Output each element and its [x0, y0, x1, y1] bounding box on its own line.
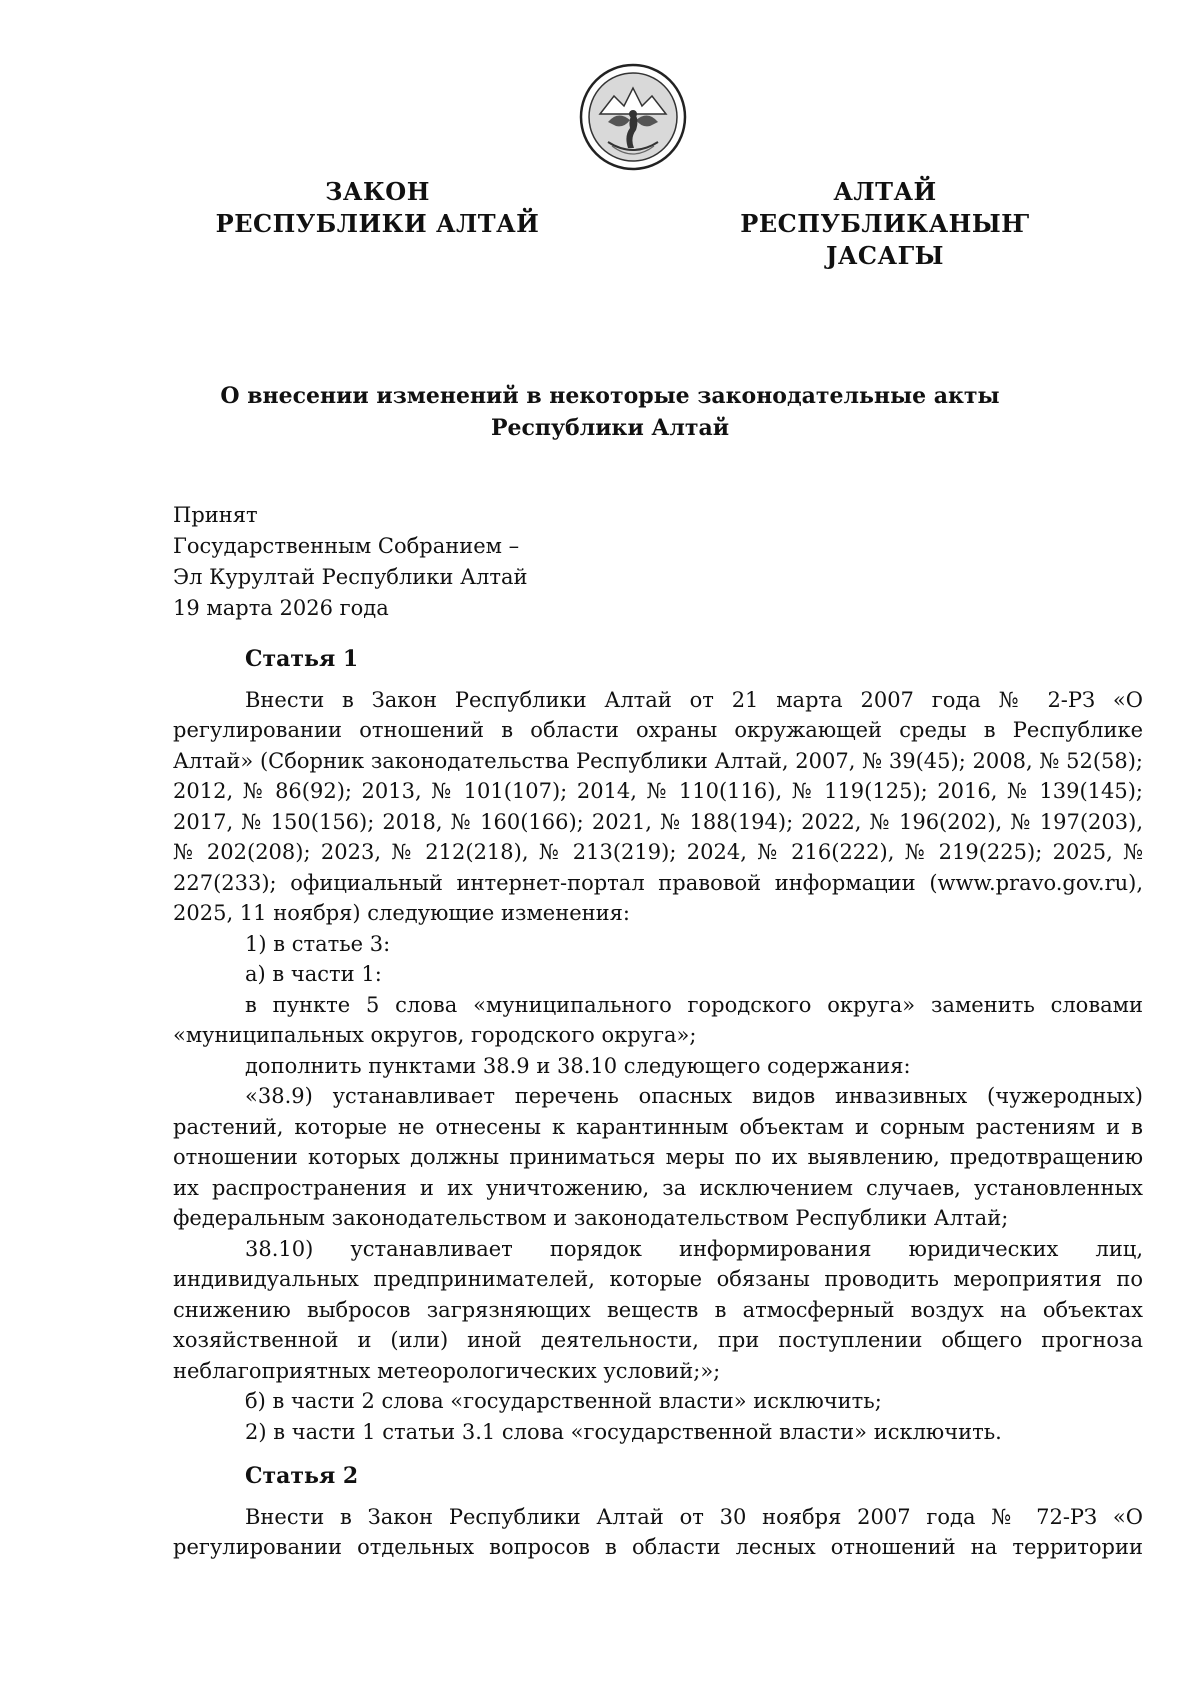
header-left — [210, 176, 545, 240]
article-1-point-38-10: 38.10) устанавливает порядок информирования юридических лиц, индивидуальных предпринимателей, которые обязаны проводить мероприятия по снижению выбросов загрязняющих веществ в атмосферный воздух на объектах хозяйственной и (или) иной деятельности, при поступлении общего прогноза неблагоприятных метеорологических условий;»; — [173, 1236, 1143, 1383]
article-1-title: Статья 1 — [245, 646, 359, 672]
header-left-line1: ЗАКОН — [325, 177, 430, 206]
article-1-add-points: дополнить пунктами 38.9 и 38.10 следующего содержания: — [245, 1053, 911, 1078]
republic-altai-coat-of-arms-icon — [578, 62, 688, 172]
law-title — [170, 380, 1050, 444]
article-2-title: Статья 2 — [245, 1463, 359, 1489]
header-right-line2: ЈАСАГЫ — [826, 241, 944, 270]
law-title-line1: О внесении изменений в некоторые законодательные акты — [220, 383, 1000, 409]
article-1-item-1a: а) в части 1: — [245, 962, 382, 986]
article-1-intro: Внести в Закон Республики Алтай от 21 марта 2007 года № 2-РЗ «О регулировании отношений в области охраны окружающей среды в Республике Алтай» (Сборник законодательства Республики Алтай, 2007, № 39(45); 2008, № 52(58); 2012, № 86(92); 2013, № 101(107); 2014, № 110(116), № 119(125); 2016, № 139(145); 2017, № 150(156); 2018, № 160(166); 2021, № 188(194); 2022, № 196(202), № 197(203), № 202(208); 2023, № 212(218), № 213(219); 2024, № 216(222), № 219(225); 2025, № 227(233); официальный интернет-портал правовой информации (www.pravo.gov.ru), 2025, 11 ноября) следующие изменения: — [173, 687, 1143, 925]
adopted-date: 19 марта 2026 года — [173, 596, 389, 620]
article-1-point-5: в пункте 5 слова «муниципального городского округа» заменить словами «муниципальных округов, городского округа»; — [173, 992, 1143, 1047]
article-2-intro: Внести в Закон Республики Алтай от 30 ноября 2007 года № 72-РЗ «О регулировании отдельных вопросов в области лесных отношений на территории — [173, 1504, 1143, 1559]
article-1-item-1b: б) в части 2 слова «государственной власти» исключить; — [245, 1389, 882, 1413]
adopted-line2: Государственным Собранием – — [173, 534, 520, 558]
header-right-line1: АЛТАЙ РЕСПУБЛИКАНЫҤ — [740, 177, 1030, 238]
article-1-point-38-9: «38.9) устанавливает перечень опасных видов инвазивных (чужеродных) растений, которые не отнесены к карантинным объектам и сорным растениям и в отношении которых должны приниматься меры по их выявлению, предотвращению их распространения и их уничтожению, за исключением случаев, установленных федеральным законодательством и законодательством Республики Алтай; — [173, 1084, 1143, 1230]
adoption-block — [173, 500, 527, 624]
article-1-item-2: 2) в части 1 статьи 3.1 слова «государственной власти» исключить. — [245, 1419, 1002, 1444]
header-right — [720, 176, 1050, 272]
header-left-line2: РЕСПУБЛИКИ АЛТАЙ — [215, 209, 540, 238]
document-body — [173, 644, 1143, 1563]
adopted-line1: Принят — [173, 503, 258, 527]
article-1-item-1: 1) в статье 3: — [245, 931, 391, 956]
adopted-line3: Эл Курултай Республики Алтай — [173, 565, 528, 589]
law-title-line2: Республики Алтай — [490, 415, 730, 441]
